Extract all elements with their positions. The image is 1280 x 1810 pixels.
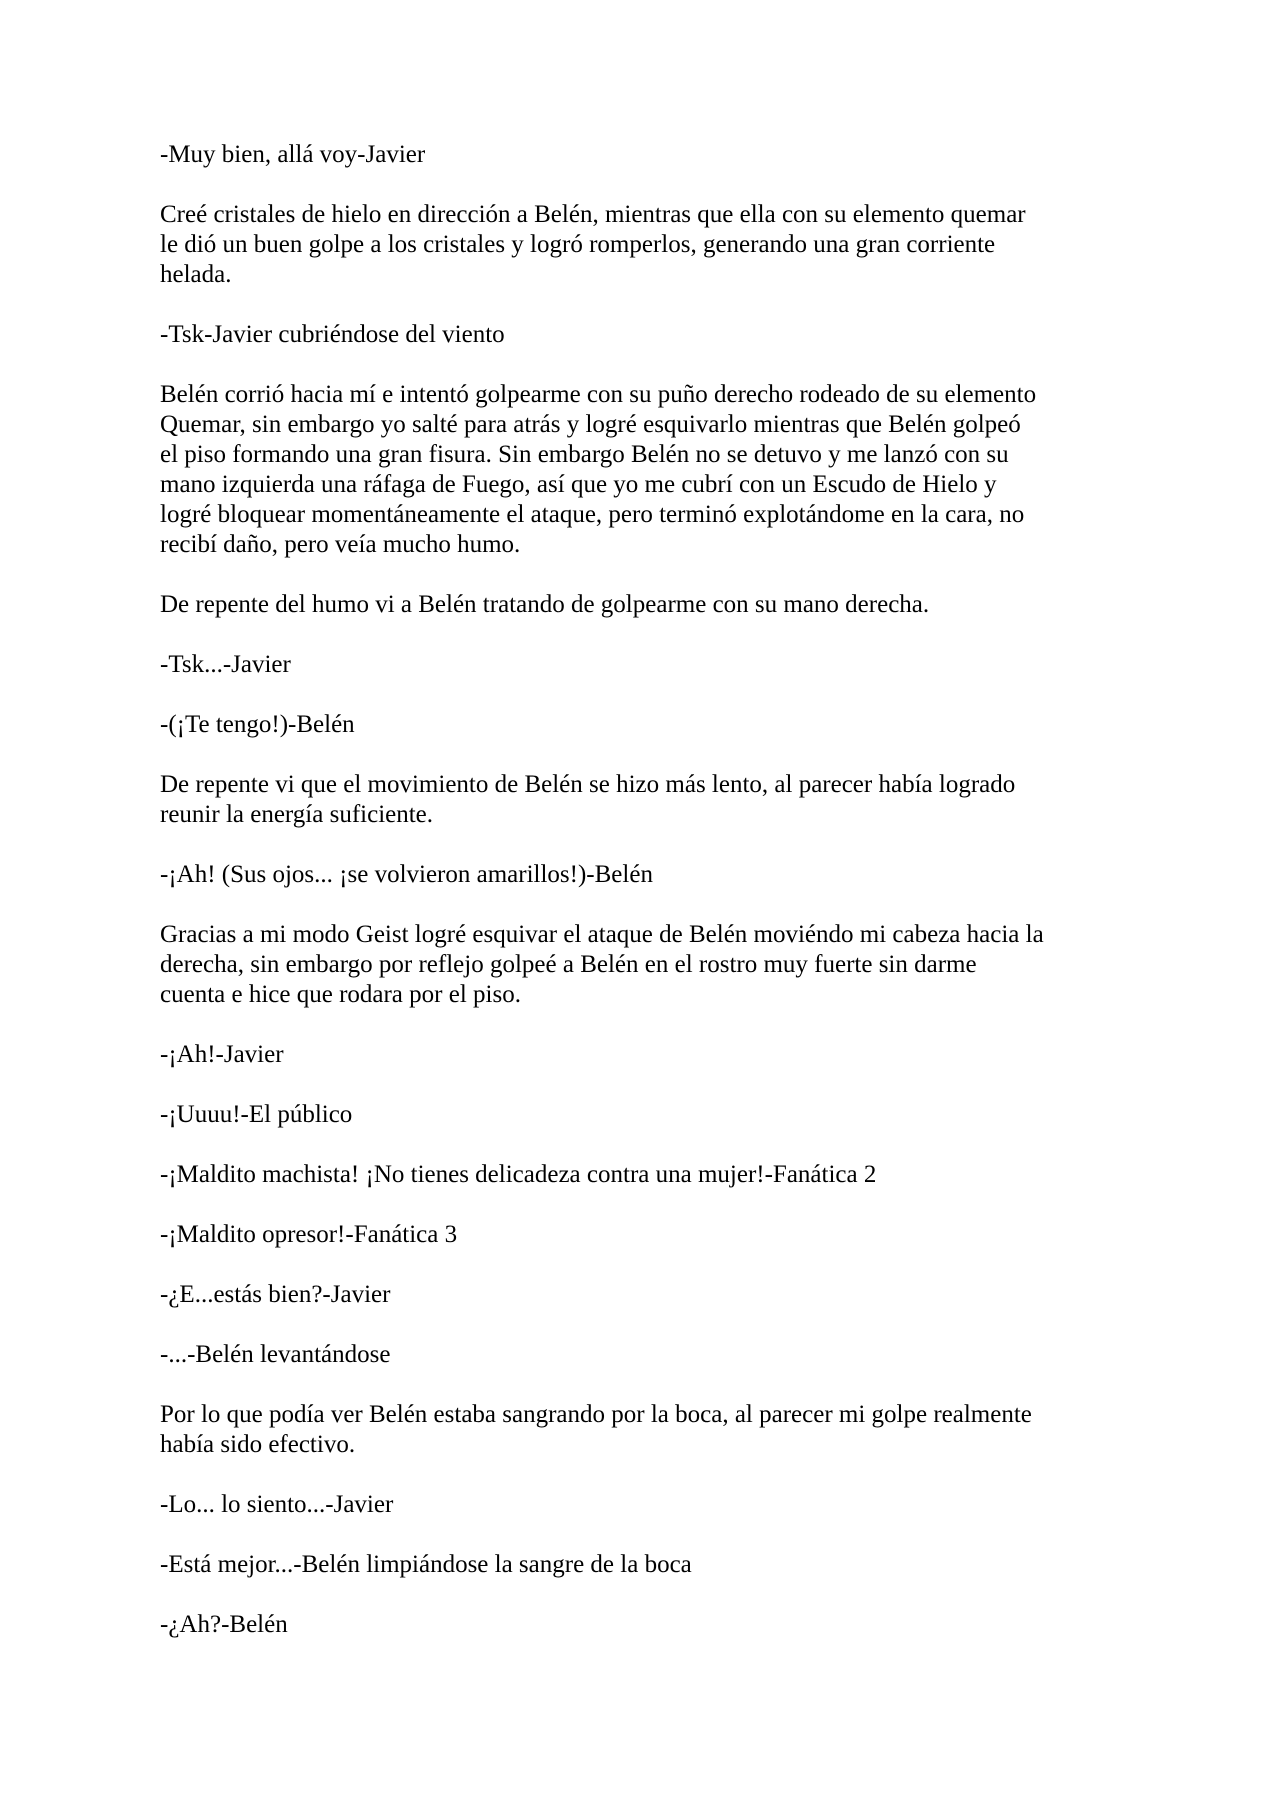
paragraph: [160, 320, 1135, 350]
text-line: -¿Ah?-Belén: [160, 1611, 288, 1638]
paragraph: [160, 920, 1135, 1010]
paragraph: [160, 770, 1135, 830]
text-line: Belén corrió hacia mí e intentó golpearme con su puño derecho rodeado de su elemento: [160, 381, 1037, 408]
text-line: -...-Belén levantándose: [160, 1341, 391, 1368]
paragraph: [160, 1550, 1135, 1580]
document-content: [160, 140, 1135, 1640]
text-line: Por lo que podía ver Belén estaba sangrando por la boca, al parecer mi golpe realmente: [160, 1401, 1032, 1428]
paragraph: [160, 380, 1135, 560]
paragraph: [160, 1220, 1135, 1250]
paragraph: [160, 1100, 1135, 1130]
text-line: -Está mejor...-Belén limpiándose la sangre de la boca: [160, 1551, 692, 1578]
text-line: -¡Maldito machista! ¡No tienes delicadeza contra una mujer!-Fanática 2: [160, 1161, 877, 1188]
paragraph: [160, 710, 1135, 740]
paragraph: [160, 1340, 1135, 1370]
paragraph: [160, 1490, 1135, 1520]
text-line: De repente del humo vi a Belén tratando de golpearme con su mano derecha.: [160, 591, 930, 618]
text-line: -Muy bien, allá voy-Javier: [160, 141, 426, 168]
text-line: -Lo... lo siento...-Javier: [160, 1491, 394, 1518]
text-line: derecha, sin embargo por reflejo golpeé a Belén en el rostro muy fuerte sin darme: [160, 951, 977, 978]
text-line: Gracias a mi modo Geist logré esquivar el ataque de Belén moviéndo mi cabeza hacia la: [160, 921, 1044, 948]
text-line: le dió un buen golpe a los cristales y logró romperlos, generando una gran corriente: [160, 231, 996, 258]
paragraph: [160, 860, 1135, 890]
paragraph: [160, 1610, 1135, 1640]
text-line: De repente vi que el movimiento de Belén se hizo más lento, al parecer había logrado: [160, 771, 1016, 798]
text-line: -¡Ah! (Sus ojos... ¡se volvieron amarillos!)-Belén: [160, 861, 653, 888]
paragraph: [160, 200, 1135, 290]
text-line: el piso formando una gran fisura. Sin embargo Belén no se detuvo y me lanzó con su: [160, 441, 1009, 468]
text-line: -¿E...estás bien?-Javier: [160, 1281, 391, 1308]
text-line: había sido efectivo.: [160, 1431, 356, 1458]
text-line: recibí daño, pero veía mucho humo.: [160, 531, 521, 558]
text-line: reunir la energía suficiente.: [160, 801, 434, 828]
text-line: -(¡Te tengo!)-Belén: [160, 711, 355, 738]
paragraph: [160, 1400, 1135, 1460]
text-line: -¡Ah!-Javier: [160, 1041, 284, 1068]
paragraph: [160, 1280, 1135, 1310]
paragraph: [160, 1040, 1135, 1070]
paragraph: [160, 590, 1135, 620]
text-line: helada.: [160, 261, 232, 288]
text-line: -¡Maldito opresor!-Fanática 3: [160, 1221, 458, 1248]
text-line: cuenta e hice que rodara por el piso.: [160, 981, 521, 1008]
paragraph: [160, 140, 1135, 170]
text-line: Quemar, sin embargo yo salté para atrás y logré esquivarlo mientras que Belén golpeó: [160, 411, 1021, 438]
text-line: Creé cristales de hielo en dirección a Belén, mientras que ella con su elemento quemar: [160, 201, 1026, 228]
paragraph: [160, 650, 1135, 680]
text-line: -¡Uuuu!-El público: [160, 1101, 353, 1128]
text-line: logré bloquear momentáneamente el ataque, pero terminó explotándome en la cara, no: [160, 501, 1025, 528]
text-line: -Tsk-Javier cubriéndose del viento: [160, 321, 505, 348]
paragraph: [160, 1160, 1135, 1190]
text-line: -Tsk...-Javier: [160, 651, 291, 678]
text-line: mano izquierda una ráfaga de Fuego, así que yo me cubrí con un Escudo de Hielo y: [160, 471, 997, 498]
